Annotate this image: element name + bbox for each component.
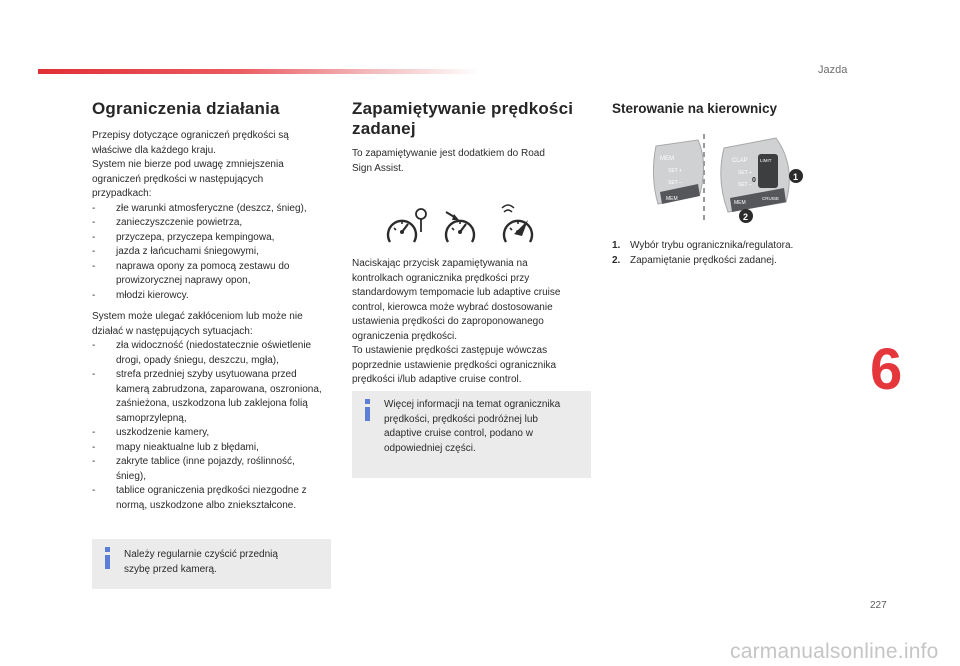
list-item: - jazda z łańcuchami śniegowymi, [92, 245, 337, 260]
list-item: - młodzi kierowcy. [92, 289, 337, 304]
info-note-camera: Należy regularnie czyścić przednią szybę przed kamerą. [92, 539, 331, 589]
adaptive-cruise-control-icon [502, 205, 532, 242]
list-item: - zanieczyszczenie powietrza, [92, 216, 337, 231]
right-limit-label: LIMIT [760, 158, 772, 163]
memorization-intro: To zapamiętywanie jest dodatkiem do Road Sign Assist. [352, 148, 545, 174]
section-title-limits: Ograniczenia działania [92, 99, 280, 118]
right-set-plus-label: SET + [738, 170, 752, 176]
steering-controls-illustration [646, 132, 826, 226]
watermark: carmanualsonline.info [730, 640, 939, 663]
column-steering-controls [612, 100, 852, 117]
left-mem-label: MEM [660, 156, 674, 162]
info-icon [359, 399, 377, 421]
info-icon [99, 547, 117, 569]
list-item: - tablice ograniczenia prędkości niezgodne z normą, uszkodzone albo zniekształcone. [92, 484, 322, 513]
list-item: 1. Wybór trybu ogranicznika/regulatora. [612, 240, 794, 251]
left-mem-bottom-label: MEM [666, 196, 678, 202]
speed-limiter-icon [388, 209, 426, 242]
section-title-memorization: Zapamiętywanie prędkości zadanej [352, 99, 574, 138]
left-set-minus-label: SET – [668, 180, 682, 186]
list-item: - strefa przedniej szyby usytuowana przed kamerą zabrudzona, zaparowana, oszroniona, zaśnieżona, uszkodzona lub zaklejona folią samoprzylepną, [92, 368, 322, 426]
limits-intro: Przepisy dotyczące ograniczeń prędkości są właściwe dla każdego kraju. System nie bierze pod uwagę zmniejszenia ograniczeń prędkości w następujących przypadkach: [92, 130, 289, 199]
list-item: - uszkodzenie kamery, [92, 426, 322, 441]
list-item: - naprawa opony za pomocą zestawu do prowizorycznej naprawy opon, [92, 260, 321, 289]
info-note-more: Więcej informacji na temat ogranicznika prędkości, prędkości podróżnej lub adaptive cruise control, podano w odpowiedniej części. [352, 391, 591, 478]
list-item: - przyczepa, przyczepa kempingowa, [92, 231, 337, 246]
speed-function-icons [386, 204, 546, 250]
limits-intro-2: System może ulegać zakłóceniom lub może nie działać w następujących sytuacjach: [92, 311, 303, 337]
cruise-control-icon [446, 212, 474, 242]
left-set-plus-label: SET + [668, 168, 682, 174]
callout-1: 1 [793, 172, 799, 182]
callout-2: 2 [743, 212, 749, 222]
list-item: - zakryte tablice (inne pojazdy, roślinność, śnieg), [92, 455, 322, 484]
list-item: - zła widoczność (niedostatecznie oświetlenie drogi, opady śniegu, deszczu, mgła), [92, 339, 322, 368]
page-number: 227 [870, 600, 887, 611]
limits-cases-list [92, 202, 337, 304]
right-set-minus-label: SET – [738, 182, 752, 188]
chapter-number: 6 [870, 337, 903, 402]
limits-situations-list [92, 339, 322, 513]
right-cruise-label: CRUISE [762, 196, 780, 201]
right-zero-label: 0 [752, 177, 756, 184]
header-accent-bar [38, 69, 480, 74]
steering-controls-legend [612, 239, 852, 268]
section-label: Jazda [818, 64, 848, 76]
list-item: - mapy nieaktualne lub z błędami, [92, 441, 322, 456]
right-clap-label: CLAP [732, 158, 748, 164]
column-speed-memorization [352, 99, 592, 176]
section-title-steering: Sterowanie na kierownicy [612, 101, 778, 116]
memorization-body: Naciskając przycisk zapamiętywania na kontrolkach ogranicznika prędkości przy standardowym tempomacie lub adaptive cruise control, kierowca może wybrać dostosowanie ustawienia prędkości do zaproponowanego ograniczenia prędkości. To ustawienie prędkości zastępuje wówczas poprzednie ustawienie prędkości ogranicznika prędkości i/lub adaptive cruise control. [352, 258, 561, 385]
column-operating-limits [92, 99, 337, 513]
right-mem-label: MEM [734, 200, 746, 206]
list-item: 2. Zapamiętanie prędkości zadanej. [612, 254, 777, 266]
list-item: - złe warunki atmosferyczne (deszcz, śnieg), [92, 202, 337, 217]
